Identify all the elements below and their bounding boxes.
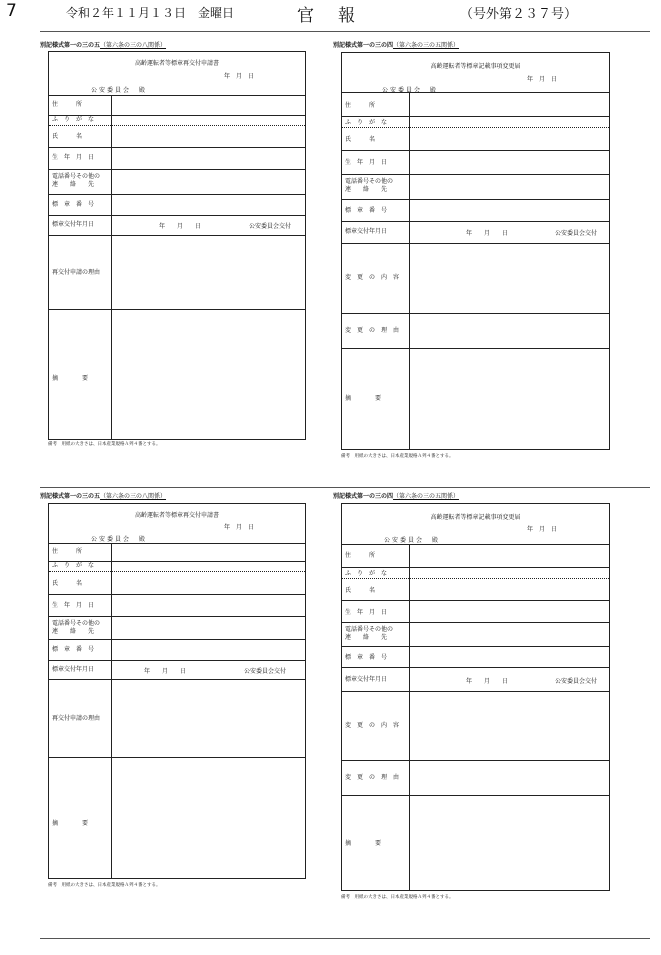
page-number: 7 <box>6 1 17 21</box>
issue-date-value: 年 月 日 <box>466 230 509 237</box>
row-remarks: 摘 要 <box>52 375 89 382</box>
row-badge-issue-date: 標章交付年月日 <box>345 676 388 683</box>
row-address: 住 所 <box>52 101 83 108</box>
row-name: 氏 名 <box>345 136 376 143</box>
form-title: 高齢運転者等標章記載事項変更届 <box>430 63 521 70</box>
row-remarks: 摘 要 <box>345 395 382 402</box>
row-remarks: 摘 要 <box>345 840 382 847</box>
row-badge-issue-date: 標章交付年月日 <box>345 228 388 235</box>
row-change-reason: 変 更 の 理 由 <box>345 327 400 334</box>
date-line: 年 月 日 <box>527 526 558 533</box>
form-title: 高齢運転者等標章再交付申請書 <box>134 60 219 67</box>
form-label: 別記様式第一の三の四（第六条の三の五関係） <box>333 493 460 500</box>
row-badge-number: 標 章 番 号 <box>345 207 388 214</box>
issue-date-value: 年 月 日 <box>144 668 187 675</box>
form-box <box>48 51 306 440</box>
row-furigana: ふ り が な <box>345 119 388 126</box>
form-label: 別記様式第一の三の五（第六条の三の八関係） <box>40 493 167 500</box>
form-box <box>341 503 610 891</box>
footer-rule <box>40 938 650 939</box>
row-name: 氏 名 <box>52 580 83 587</box>
form-title: 高齢運転者等標章記載事項変更届 <box>430 514 521 521</box>
row-change-content: 変 更 の 内 容 <box>345 274 400 281</box>
form-title: 高齢運転者等標章再交付申請書 <box>134 512 219 519</box>
row-birthdate: 生 年 月 日 <box>52 154 95 161</box>
row-badge-number: 標 章 番 号 <box>345 654 388 661</box>
row-name: 氏 名 <box>345 587 376 594</box>
reissue-form-top <box>40 40 310 460</box>
row-change-content: 変 更 の 内 容 <box>345 722 400 729</box>
row-address: 住 所 <box>345 102 376 109</box>
row-badge-issue-date: 標章交付年月日 <box>52 221 95 228</box>
change-form-top <box>333 40 623 465</box>
form-box <box>48 503 306 879</box>
form-label: 別記様式第一の三の五（第六条の三の八関係） <box>40 42 167 49</box>
row-furigana: ふ り が な <box>345 570 388 577</box>
header-rule <box>40 31 650 32</box>
date-line: 年 月 日 <box>527 76 558 83</box>
row-badge-number: 標 章 番 号 <box>52 201 95 208</box>
row-reissue-reason: 再交付申請の理由 <box>52 715 101 722</box>
form-box <box>341 52 610 450</box>
date-line: 年 月 日 <box>224 73 255 80</box>
row-contact: 電話番号その他の 連 絡 先 <box>345 626 394 641</box>
reissue-form-bottom <box>40 491 310 891</box>
form-note: 備考 用紙の大きさは、日本産業規格Ａ列４番とする。 <box>48 442 161 447</box>
issue-date: 令和２年１１月１３日 金曜日 <box>66 6 235 20</box>
issuer: 公安委員会交付 <box>244 668 287 675</box>
row-birthdate: 生 年 月 日 <box>345 609 388 616</box>
row-contact: 電話番号その他の 連 絡 先 <box>52 620 101 635</box>
issuer: 公安委員会交付 <box>555 230 598 237</box>
issue-date-value: 年 月 日 <box>159 223 202 230</box>
addressee: 公安委員会 殿 <box>91 87 148 94</box>
middle-rule <box>40 487 650 488</box>
change-form-bottom <box>333 491 623 911</box>
row-badge-number: 標 章 番 号 <box>52 646 95 653</box>
row-address: 住 所 <box>345 552 376 559</box>
row-furigana: ふ り が な <box>52 562 95 569</box>
addressee: 公安委員会 殿 <box>382 87 439 94</box>
form-note: 備考 用紙の大きさは、日本産業規格Ａ列４番とする。 <box>341 454 454 459</box>
issuer: 公安委員会交付 <box>555 678 598 685</box>
row-name: 氏 名 <box>52 133 83 140</box>
date-line: 年 月 日 <box>224 524 255 531</box>
row-address: 住 所 <box>52 548 83 555</box>
row-badge-issue-date: 標章交付年月日 <box>52 666 95 673</box>
paper-name: 官報 <box>297 6 379 26</box>
issue-number: （号外第２３７号） <box>460 7 578 22</box>
row-birthdate: 生 年 月 日 <box>52 602 95 609</box>
issuer: 公安委員会交付 <box>249 223 292 230</box>
row-contact: 電話番号その他の 連 絡 先 <box>52 173 101 188</box>
row-birthdate: 生 年 月 日 <box>345 159 388 166</box>
row-remarks: 摘 要 <box>52 820 89 827</box>
page-header <box>0 0 661 26</box>
form-note: 備考 用紙の大きさは、日本産業規格Ａ列４番とする。 <box>341 895 454 900</box>
form-label: 別記様式第一の三の四（第六条の三の五関係） <box>333 42 460 49</box>
row-change-reason: 変 更 の 理 由 <box>345 774 400 781</box>
row-contact: 電話番号その他の 連 絡 先 <box>345 178 394 193</box>
addressee: 公安委員会 殿 <box>384 537 441 544</box>
form-note: 備考 用紙の大きさは、日本産業規格Ａ列４番とする。 <box>48 883 161 888</box>
addressee: 公安委員会 殿 <box>91 536 148 543</box>
row-reissue-reason: 再交付申請の理由 <box>52 269 101 276</box>
row-furigana: ふ り が な <box>52 116 95 123</box>
issue-date-value: 年 月 日 <box>466 678 509 685</box>
